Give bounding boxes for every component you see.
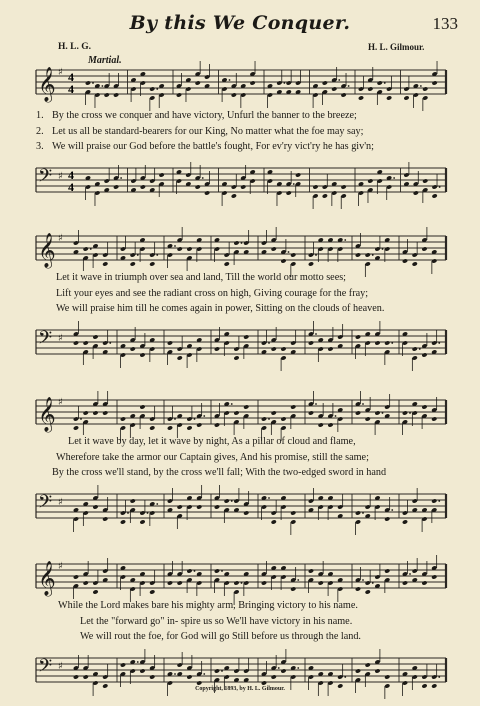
treble-clef-icon: 𝄞 [38,561,56,596]
lyric-line: We will praise him till he comes again in power, Sitting on the clouds of heaven. [56,303,385,314]
lyrics-block-4 [58,598,478,645]
bass-staff-3 [0,484,480,534]
treble-staff-3 [0,390,480,440]
lyric-line: Lift your eyes and see the radiant cross on high, Giving courage for the fray; [56,287,369,299]
treble-clef-icon: 𝄞 [38,233,56,268]
tempo-marking: Martial. [88,55,122,66]
bass-staff-1 [0,158,480,208]
time-signature-top: 4 [68,168,74,182]
bass-staff-2 [0,320,480,370]
page-number: 133 [432,14,458,33]
treble-staff-1 [0,60,480,110]
time-signature-top: 4 [68,70,74,84]
hymn-title: By this We Conquer. [129,12,351,34]
bass-clef-icon: 𝄢 [38,328,53,353]
lyric-line: By the cross we'll stand, by the cross we'll fall; With the two-edged sword in hand [52,467,387,478]
time-signature-bottom: 4 [68,180,74,194]
lyric-line: Let it wave in triumph over sea and land, Till the world our motto sees; [56,272,347,283]
sharp-icon: ♯ [58,661,63,672]
lyric-line: Wherefore take the armor our Captain gives, And his promise, still the same; [56,451,369,463]
sharp-icon: ♯ [58,233,63,244]
time-signature-bottom: 4 [68,82,74,96]
composer-credit: H. L. Gilmour. [368,42,425,52]
lyric-line: 3. We will praise our God before the battle's fought, For ev'ry vict'ry he has giv'n; [36,141,374,152]
copyright-notice: Copyright, 1893, by H. L. Gilmour. [195,686,285,692]
treble-staff-2 [0,226,480,276]
lyrics-block-3 [52,434,472,481]
sharp-icon: ♯ [58,333,63,344]
lyric-line: 1. By the cross we conquer and have victory, Unfurl the banner to the breeze; [36,110,357,121]
bass-clef-icon: 𝄢 [38,656,53,681]
treble-clef-icon: 𝄞 [38,67,56,102]
bass-clef-icon: 𝄢 [38,166,53,191]
lyric-line: Let the "forward go" in- spire us so We'll have victory in his name. [80,615,353,627]
lyricist-credit: H. L. G. [58,42,91,52]
sharp-icon: ♯ [58,497,63,508]
bass-clef-icon: 𝄢 [38,492,53,517]
lyrics-block-2 [56,270,476,317]
treble-clef-icon: 𝄞 [38,397,56,432]
sharp-icon: ♯ [58,397,63,408]
treble-staff-4 [0,554,480,604]
sharp-icon: ♯ [58,171,63,182]
sharp-icon: ♯ [58,67,63,78]
lyrics-block-1 [36,108,456,155]
lyric-line: 2. Let us all be standard-bearers for our King, No matter what the foe may say; [36,125,364,137]
lyric-line: We will rout the foe, for God will go Still before us through the land. [80,631,361,642]
sharp-icon: ♯ [58,561,63,572]
lyric-line: While the Lord makes bare his mighty arm, Bringing victory to his name. [58,600,358,611]
lyric-line: Let it wave by day, let it wave by night, As a pillar of cloud and flame, [68,436,356,447]
